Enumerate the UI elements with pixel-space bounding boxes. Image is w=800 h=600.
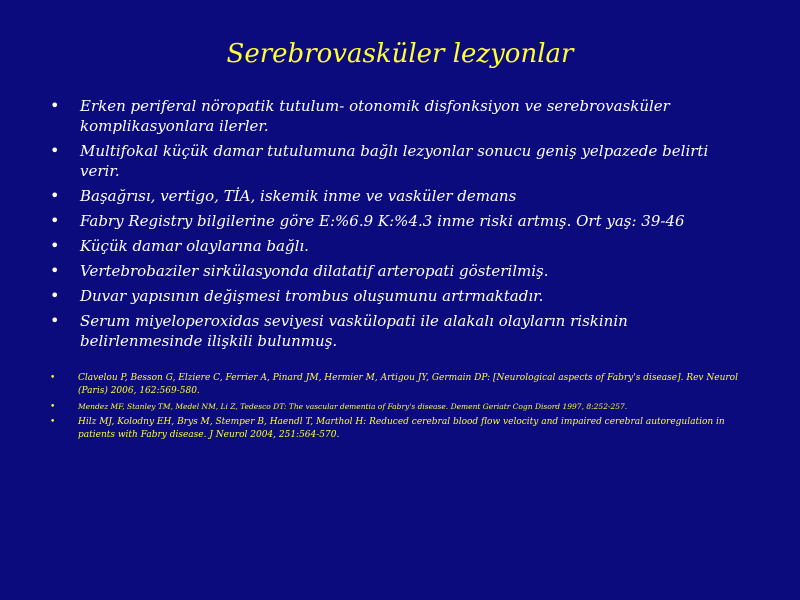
bullet-list — [50, 96, 740, 356]
reference-dot-icon: • — [50, 417, 56, 427]
reference-text: Clavelou P, Besson G, Elziere C, Ferrier A, Pinard JM, Hermier M, Artigou JY, Germain DP: [Neurological aspects of Fabry's disease]. Rev Neurol (Paris) 2006, 162:569-580. — [78, 373, 738, 396]
bullet-text: Erken periferal nöropatik tutulum- otonomik disfonksiyon ve serebrovasküler komplikasyonlara ilerler. — [80, 97, 670, 135]
bullet-item — [50, 96, 740, 136]
reference-list — [50, 372, 750, 445]
bullet-item — [50, 261, 740, 281]
bullet-dot-icon: • — [50, 311, 60, 330]
bullet-dot-icon: • — [50, 141, 60, 160]
bullet-text: Serum miyeloperoxidas seviyesi vaskülopati ile alakalı olayların riskinin belirlenmesinde ilişkili bulunmuş. — [80, 312, 628, 350]
bullet-item — [50, 141, 740, 181]
reference-dot-icon: • — [50, 373, 56, 383]
bullet-item — [50, 236, 740, 256]
bullet-item — [50, 186, 740, 206]
bullet-text: Vertebrobaziler sirkülasyonda dilatatif arteropati gösterilmiş. — [80, 262, 549, 280]
bullet-dot-icon: • — [50, 211, 60, 230]
bullet-dot-icon: • — [50, 286, 60, 305]
reference-text: Hilz MJ, Kolodny EH, Brys M, Stemper B, Haendl T, Marthol H: Reduced cerebral blood flow velocity and impaired cerebral autoregulation in patients with Fabry disease. J Neurol 2004, 251:564-570. — [78, 417, 725, 440]
bullet-dot-icon: • — [50, 261, 60, 280]
reference-item — [50, 372, 750, 398]
bullet-dot-icon: • — [50, 186, 60, 205]
bullet-dot-icon: • — [50, 96, 60, 115]
reference-item — [50, 401, 750, 413]
bullet-text: Başağrısı, vertigo, TİA, iskemik inme ve vasküler demans — [80, 187, 517, 205]
reference-dot-icon: • — [50, 402, 56, 412]
bullet-text: Duvar yapısının değişmesi trombus oluşumunu artrmaktadır. — [80, 287, 544, 305]
bullet-text: Multifokal küçük damar tutulumuna bağlı lezyonlar sonucu geniş yelpazede belirti verir. — [80, 142, 709, 180]
reference-text: Mendez MF, Stanley TM, Medel NM, Li Z, Tedesco DT: The vascular dementia of Fabry's disease. Dement Geriatr Cogn Disord 1997, 8:252-257. — [78, 402, 628, 411]
bullet-item — [50, 211, 740, 231]
bullet-text: Küçük damar olaylarına bağlı. — [80, 237, 309, 255]
slide-title: Serebrovasküler lezyonlar — [226, 39, 574, 69]
bullet-dot-icon: • — [50, 236, 60, 255]
bullet-item — [50, 286, 740, 306]
bullet-text: Fabry Registry bilgilerine göre E:%6.9 K:%4.3 inme riski artmış. Ort yaş: 39-46 — [80, 212, 685, 230]
bullet-item — [50, 311, 740, 351]
reference-item — [50, 416, 750, 442]
